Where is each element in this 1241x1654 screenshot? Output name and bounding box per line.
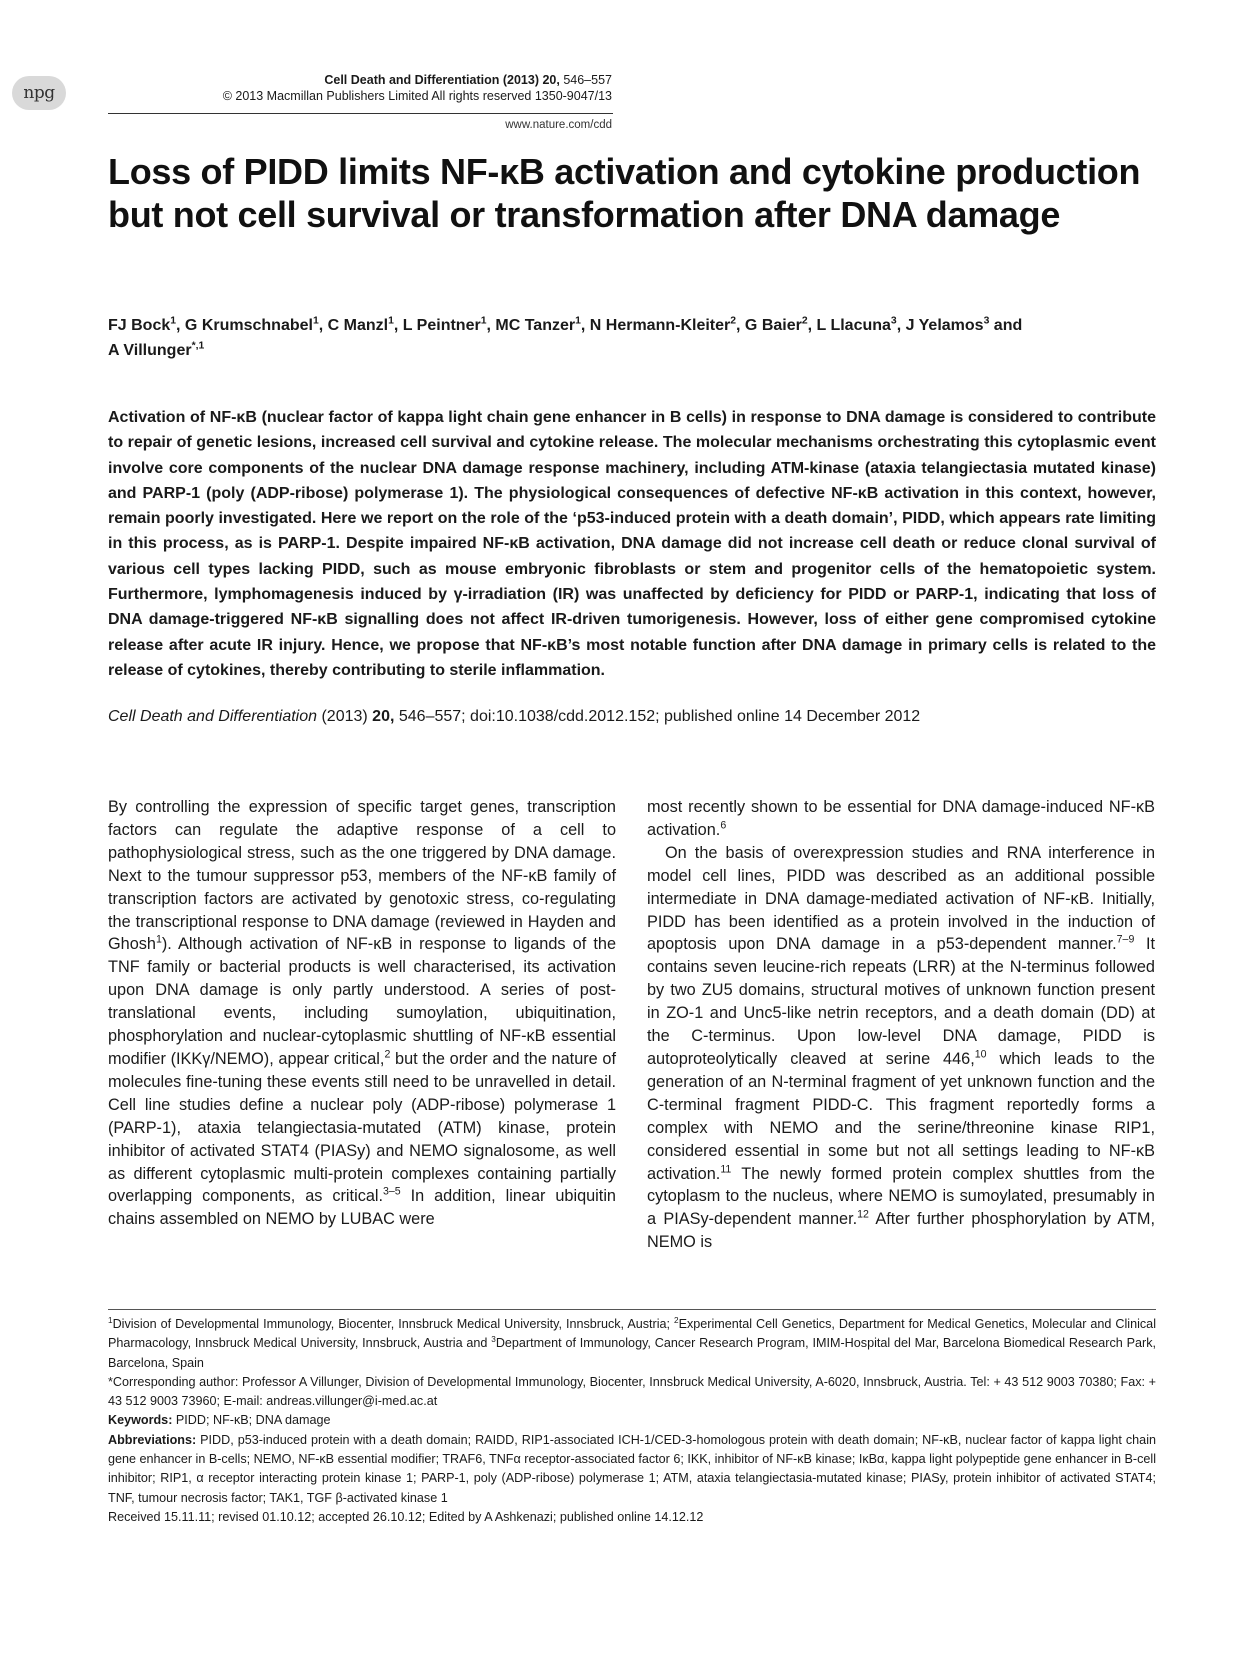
reference-link[interactable]: 7–9 xyxy=(1116,934,1135,947)
author: J Yelamos$^3$ xyxy=(905,315,990,334)
reference-link[interactable]: 12 xyxy=(857,1208,869,1221)
reference-link[interactable]: 10 xyxy=(974,1048,987,1061)
body-column-left xyxy=(108,796,616,1231)
npg-logo xyxy=(12,76,66,110)
logo-text: npg xyxy=(23,83,55,103)
article-citation: Cell Death and Differentiation (2013) 20, 546–557; doi:10.1038/cdd.2012.152; published online 14 December 2012 xyxy=(108,708,921,725)
author: C Manzl$^1$ xyxy=(327,315,394,334)
affiliations: $^1$Division of Developmental Immunology, Biocenter, Innsbruck Medical University, Innsbruck, Austria; $^2$Experimental Cell Genetics, Department for Medical Genetics, Molecular and Clinical Pharmacology, Innsbruck Medical University, Innsbruck, Austria and $^3$Department of Immunology, Cancer Research Program, IMIM-Hospital del Mar, Barcelona Biomedical Research Park, Barcelona, Spain xyxy=(108,1315,1156,1370)
body-paragraph: most recently shown to be essential for DNA damage-induced NF-κB activation.$^6$ xyxy=(647,798,1155,839)
author-list: FJ Bock$^1$, G Krumschnabel$^1$, C Manzl$^1$, L Peintner$^1$, MC Tanzer$^1$, N Hermann-Kleiter$^2$, G Baier$^2$, L Llacuna$^3$, J Yelamos$^3$ and A Villunger$^{*,1}$ xyxy=(108,315,1023,359)
keywords: Keywords: PIDD; NF-κB; DNA damage xyxy=(108,1413,331,1428)
author: G Baier$^2$ xyxy=(744,315,808,334)
journal-website-link[interactable]: www.nature.com/cdd xyxy=(505,119,612,131)
author: L Peintner$^1$ xyxy=(402,315,487,334)
author: L Llacuna$^3$ xyxy=(816,315,897,334)
journal-pages: 546–557 xyxy=(563,73,612,87)
reference-link[interactable]: 6 xyxy=(720,819,727,832)
received-dates: Received 15.11.11; revised 01.10.12; accepted 26.10.12; Edited by A Ashkenazi; published online 14.12.12 xyxy=(108,1509,704,1524)
author: G Krumschnabel$^1$ xyxy=(184,315,319,334)
author: N Hermann-Kleiter$^2$ xyxy=(589,315,737,334)
header-divider xyxy=(108,113,613,114)
reference-link[interactable]: 1 xyxy=(155,934,162,947)
author: MC Tanzer$^1$ xyxy=(495,315,581,334)
body-column-right xyxy=(647,796,1155,1254)
body-paragraph: By controlling the expression of specific target genes, transcription factors can regulate the adaptive response of a cell to pathophysiological stress, such as the one triggered by DNA damage. Next to the tumour suppressor p53, members of the NF-κB family of transcription factors are activated by genotoxic stress, co-regulating the transcriptional response to DNA damage (reviewed in Hayden and Ghosh$^1$). Although activation of NF-κB in response to ligands of the TNF family or bacterial products is well characterised, its activation upon DNA damage is only partly understood. A series of post-translational events, including sumoylation, ubiquitination, phosphorylation and nuclear-cytoplasmic shuttling of NF-κB essential modifier (IKKγ/NEMO), appear critical,$^2$ but the order and the nature of molecules fine-tuning these events still need to be unravelled in detail. Cell line studies define a nuclear poly (ADP-ribose) polymerase 1 (PARP-1), ataxia telangiectasia-mutated (ATM) kinase, protein inhibitor of activated STAT4 (PIASy) and NEMO signalosome, as well as different cytoplasmic multi-protein complexes containing partially overlapping components, as critical.$^{3-5}$ In addition, linear ubiquitin chains assembled on NEMO by LUBAC were xyxy=(108,798,616,1229)
abbreviations: Abbreviations: PIDD, p53-induced protein with a death domain; RAIDD, RIP1-associated ICH-1/CED-3-homologous protein with death domain; NF-κB, nuclear factor of kappa light chain gene enhancer in B-cells; NEMO, NF-κB essential modifier; TRAF6, TNFα receptor-associated factor 6; IKK, inhibitor of NF-κB kinase; IκBα, kappa light polypeptide gene enhancer in B-cell inhibitor; RIP1, α receptor interacting protein kinase 1; PARP-1, poly (ADP-ribose) polymerase 1; ATM, ataxia telangiectasia-mutated kinase; PIASy, protein inhibitor of activated STAT4; TNF, tumour necrosis factor; TAK1, TGF β-activated kinase 1 xyxy=(108,1432,1156,1505)
reference-link[interactable]: 11 xyxy=(720,1163,732,1176)
journal-name-volume: Cell Death and Differentiation (2013) 20, xyxy=(324,73,560,87)
reference-link[interactable]: 2 xyxy=(384,1048,391,1061)
journal-header xyxy=(180,72,612,104)
author-conjunction: and xyxy=(993,317,1023,334)
journal-citation-line xyxy=(180,72,612,88)
reference-link[interactable]: 3–5 xyxy=(383,1185,401,1198)
article-title: Loss of PIDD limits NF-κB activation and cytokine production but not cell survival or transformation after DNA damage xyxy=(108,151,1141,235)
footnotes xyxy=(108,1315,1156,1527)
author: FJ Bock$^1$ xyxy=(108,315,177,334)
abstract: Activation of NF-κB (nuclear factor of kappa light chain gene enhancer in B cells) in response to DNA damage is considered to contribute to repair of genetic lesions, increased cell survival and cytokine release. The molecular mechanisms orchestrating this cytoplasmic event involve core components of the nuclear DNA damage response machinery, including ATM-kinase (ataxia telangiectasia mutated kinase) and PARP-1 (poly (ADP-ribose) polymerase 1). The physiological consequences of defective NF-κB activation in this context, however, remain poorly investigated. Here we report on the role of the ‘p53-induced protein with a death domain’, PIDD, which appears rate limiting in this process, as is PARP-1. Despite impaired NF-κB activation, DNA damage did not increase cell death or reduce clonal survival of various cell types lacking PIDD, such as mouse embryonic fibroblasts or stem and progenitor cells of the hematopoietic system. Furthermore, lymphomagenesis induced by γ-irradiation (IR) was unaffected by deficiency for PIDD or PARP-1, indicating that loss of DNA damage-triggered NF-κB signalling does not affect IR-driven tumorigenesis. However, loss of either gene compromised cytokine release after acute IR injury. Hence, we propose that NF-κB’s most notable function after DNA damage in primary cells is related to the release of cytokines, thereby contributing to sterile inflammation. xyxy=(108,409,1156,679)
copyright-line: © 2013 Macmillan Publishers Limited All rights reserved 1350-9047/13 xyxy=(222,89,612,103)
author: A Villunger$^{*,1}$ xyxy=(108,340,205,359)
body-paragraph: On the basis of overexpression studies and RNA interference in model cell lines, PIDD was described as an additional possible intermediate in DNA damage-mediated activation of NF-κB. Initially, PIDD has been identified as a protein involved in the induction of apoptosis upon DNA damage in a p53-dependent manner.$^{7-9}$ It contains seven leucine-rich repeats (LRR) at the N-terminus followed by two ZU5 domains, structural motives of unknown function present in ZO-1 and Unc5-like netrin receptors, and a death domain (DD) at the C-terminus. Upon low-level DNA damage, PIDD is autoproteolytically cleaved at serine 446,10 which leads to the generation of an N-terminal fragment of yet unknown function and the C-terminal fragment PIDD-C. This fragment reportedly forms a complex with NEMO and the serine/threonine kinase RIP1, considered essential in some but not all settings leading to NF-κB activation.$^{11}$ The newly formed protein complex shuttles from the cytoplasm to the nucleus, where NEMO is sumoylated, presumably in a PIASy-dependent manner.$^{12}$ After further phosphorylation by ATM, NEMO is xyxy=(647,843,1155,1252)
footnote-divider xyxy=(108,1309,1156,1310)
corresponding-author: *Corresponding author: Professor A Villunger, Division of Developmental Immunology, Biocenter, Innsbruck Medical University, A-6020, Innsbruck, Austria. Tel: + 43 512 9003 70380; Fax: + 43 512 9003 73960; E-mail: andreas.villunger@i-med.ac.at xyxy=(108,1374,1156,1409)
